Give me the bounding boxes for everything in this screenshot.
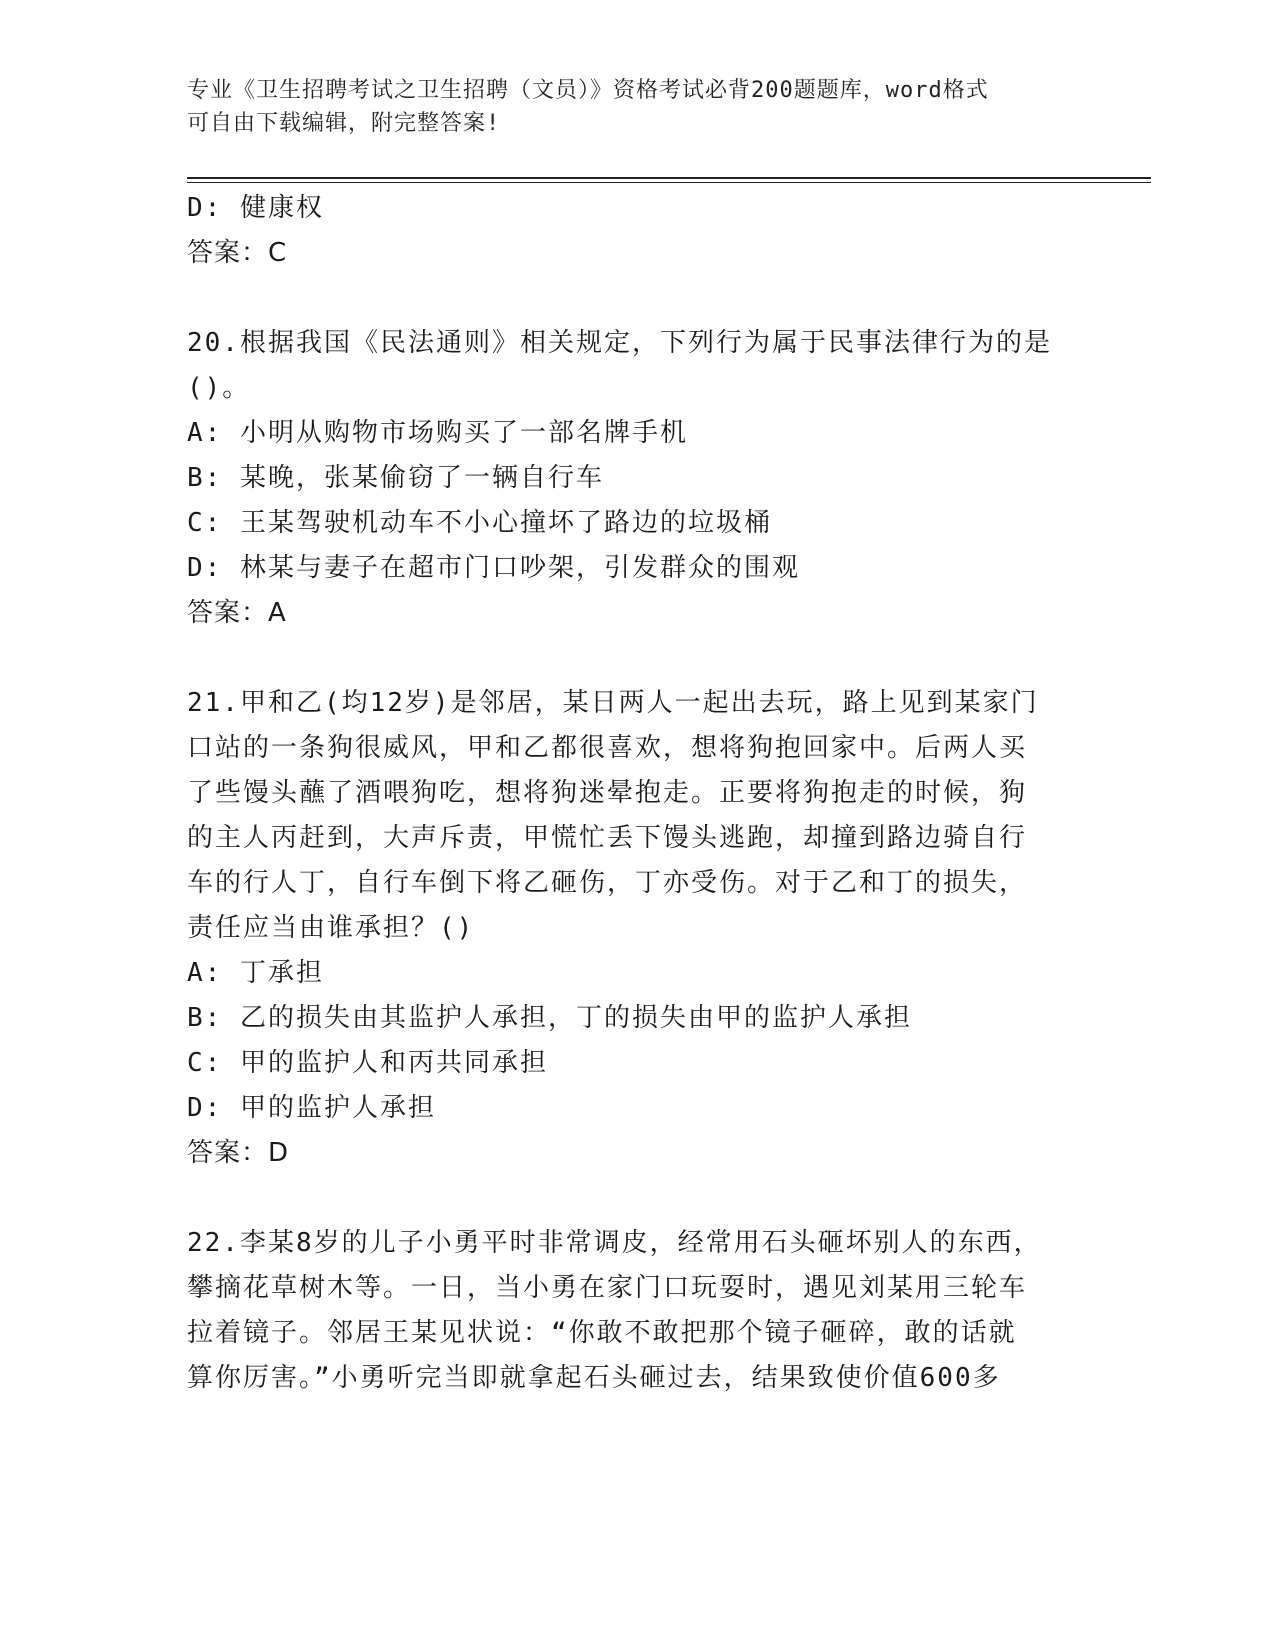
question-20 — [187, 321, 1087, 636]
q20-option-b: B: 某晚，张某偷窃了一辆自行车 — [187, 463, 604, 493]
spacer — [187, 636, 1087, 681]
document-body — [187, 186, 1087, 1401]
q20-stem-line: 20.根据我国《民法通则》相关规定，下列行为属于民事法律行为的是 — [187, 328, 1052, 358]
page-header — [187, 74, 1067, 140]
q21-stem-line: 的主人丙赶到，大声斥责，甲慌忙丢下馒头逃跑，却撞到路边骑自行 — [187, 823, 1028, 853]
q21-option-d: D: 甲的监护人承担 — [187, 1093, 436, 1123]
header-line-1: 专业《卫生招聘考试之卫生招聘（文员）》资格考试必背200题题库，word格式 — [187, 78, 989, 103]
q20-answer: 答案：A — [187, 598, 287, 628]
q19-option-d: D: 健康权 — [187, 193, 324, 223]
q21-option-c: C: 甲的监护人和丙共同承担 — [187, 1048, 548, 1078]
question-19-tail — [187, 186, 1087, 276]
header-rule-thin — [187, 182, 1151, 183]
q22-stem-line: 算你厉害。”小勇听完当即就拿起石头砸过去，结果致使价值600多 — [187, 1363, 1001, 1393]
q22-stem-line: 22.李某8岁的儿子小勇平时非常调皮，经常用石头砸坏别人的东西， — [187, 1228, 1042, 1258]
q20-option-a: A: 小明从购物市场购买了一部名牌手机 — [187, 418, 688, 448]
q22-stem-line: 拉着镜子。邻居王某见状说：“你敢不敢把那个镜子砸碎，敢的话就 — [187, 1318, 1017, 1348]
q22-stem-line: 攀摘花草树木等。一日，当小勇在家门口玩耍时，遇见刘某用三轮车 — [187, 1273, 1028, 1303]
q20-option-d: D: 林某与妻子在超市门口吵架，引发群众的围观 — [187, 553, 800, 583]
q21-stem-line: 了些馒头蘸了酒喂狗吃，想将狗迷晕抱走。正要将狗抱走的时候，狗 — [187, 778, 1028, 808]
q21-stem-line: 责任应当由谁承担？() — [187, 913, 475, 943]
q20-stem-line: ()。 — [187, 373, 251, 403]
q19-answer: 答案：C — [187, 238, 288, 268]
q21-option-a: A: 丁承担 — [187, 958, 324, 988]
q21-option-b: B: 乙的损失由其监护人承担，丁的损失由甲的监护人承担 — [187, 1003, 912, 1033]
question-22 — [187, 1221, 1087, 1401]
header-line-2: 可自由下载编辑，附完整答案! — [187, 111, 501, 136]
q21-answer: 答案：D — [187, 1138, 290, 1168]
spacer — [187, 276, 1087, 321]
q21-stem-line: 21.甲和乙(均12岁)是邻居，某日两人一起出去玩，路上见到某家门 — [187, 688, 1039, 718]
q21-stem-line: 车的行人丁，自行车倒下将乙砸伤，丁亦受伤。对于乙和丁的损失， — [187, 868, 1028, 898]
q20-option-c: C: 王某驾驶机动车不小心撞坏了路边的垃圾桶 — [187, 508, 772, 538]
spacer — [187, 1176, 1087, 1221]
header-rule-thick — [187, 177, 1151, 179]
q21-stem-line: 口站的一条狗很威风，甲和乙都很喜欢，想将狗抱回家中。后两人买 — [187, 733, 1028, 763]
question-21 — [187, 681, 1087, 1176]
